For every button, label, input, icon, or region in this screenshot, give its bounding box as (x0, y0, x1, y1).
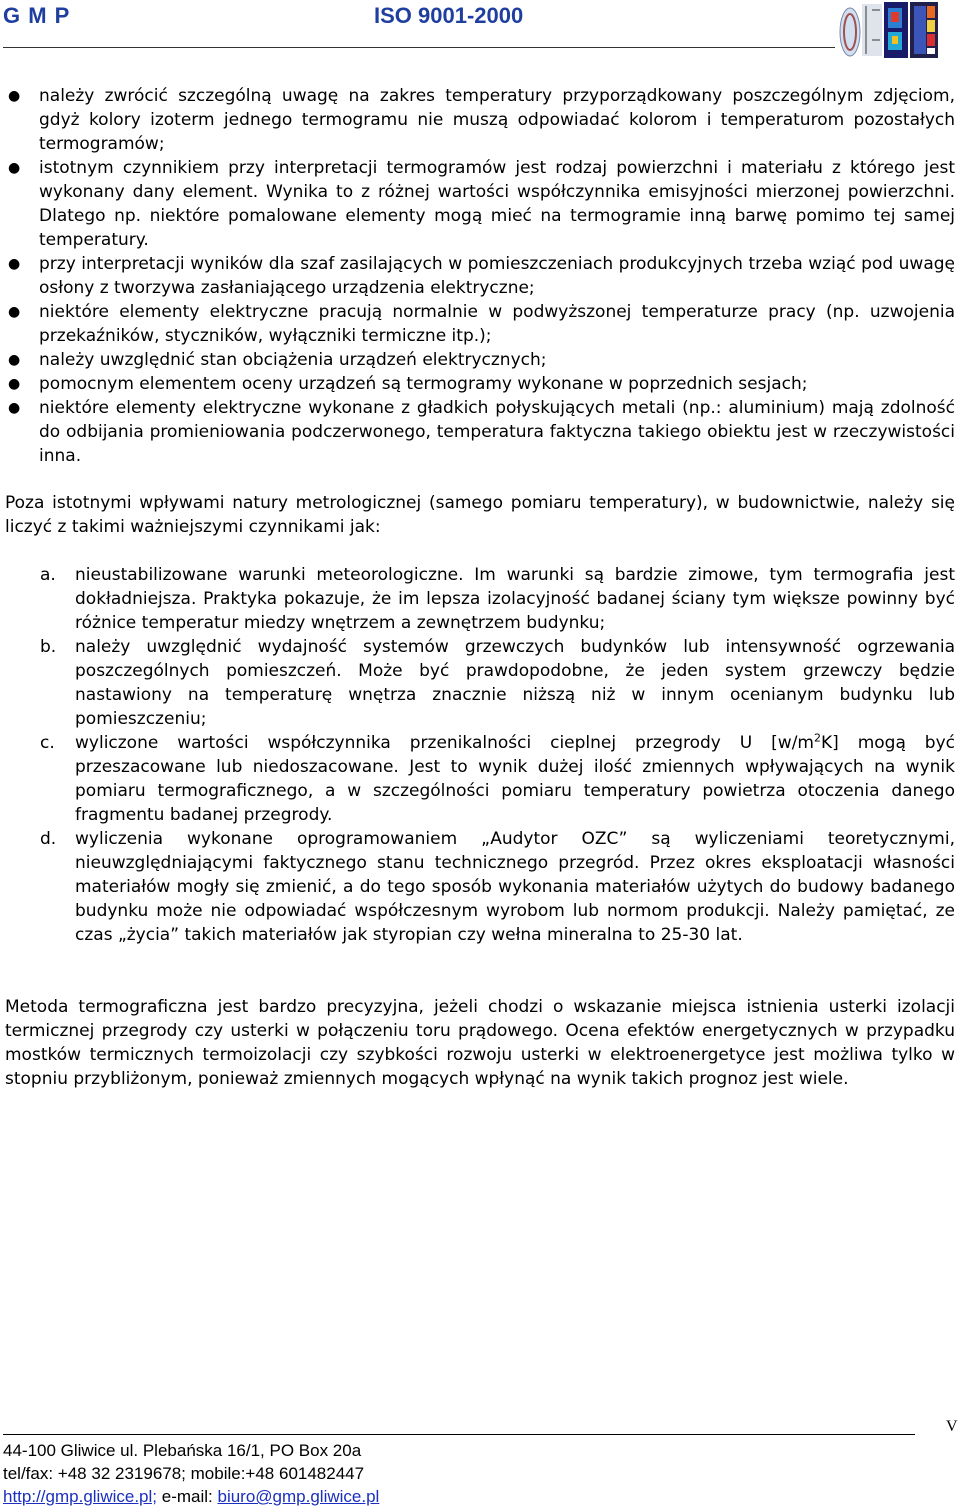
list-item-text: przy interpretacji wyników dla szaf zasilających w pomieszczeniach produkcyjnych trzeba wziąć pod uwagę osłony z tworzywa zasłaniającego urządzenia elektryczne; (39, 254, 955, 298)
page-content (0, 84, 960, 1091)
brand-name: G M P (3, 3, 71, 28)
item-letter: c. (40, 733, 55, 753)
thermogram-logo-icon (836, 0, 942, 60)
list-item-text: należy zwrócić szczególną uwagę na zakres temperatury przyporządkowany poszczególnym zdjęciom, gdyż kolory izoterm jednego termogramu nie muszą odpowiadać kolorom i temperaturom pozostałych termogramów; (39, 86, 955, 154)
list-item (0, 348, 960, 372)
list-item (0, 372, 960, 396)
lettered-item-text: nieustabilizowane warunki meteorologiczne. Im warunki są bardzie zimowe, tym termografia jest dokładniejsza. Praktyka pokazuje, że im lepsza izolacyjność badanej ściany tym większe powinny być różnice temperatur miedzy wnętrzem a zewnętrzem budynku; (75, 565, 955, 633)
lettered-item-text: wyliczenia wykonane oprogramowaniem „Audytor OZC” są wyliczeniami teoretycznymi, nieuwzględniającymi faktycznego stanu technicznego przegród. Przez okres eksploatacji własności materiałów mogły się zmienić, a do tego sposób wykonania materiałów użytych do budowy badanego budynku może nie odpowiadać współczesnym wyrobom lub normom produkcji. Należy pamiętać, ze czas „życia” takich materiałów jak styropian czy wełna mineralna to 25-30 lat. (75, 829, 955, 945)
lettered-item (0, 563, 960, 635)
footer-contact (3, 1485, 379, 1508)
closing-paragraph: Metoda termograficzna jest bardzo precyzyjna, jeżeli chodzi o wskazanie miejsca istnienia usterki izolacji termicznej przegrody czy usterki w połączeniu toru prądowego. Ocena efektów energetycznych w przypadku mostków termicznych termoizolacji czy szybkości rozwoju usterki w elektroenergetyce jest możliwa tylko w stopniu przybliżonym, ponieważ zmiennych mogących wpłynąć na wynik takich prognoz jest wiele. (5, 997, 955, 1089)
list-item-text: istotnym czynnikiem przy interpretacji termogramów jest rodzaj powierzchni i materiału z którego jest wykonany dany element. Wynika to z różnej wartości współczynnika emisyjności mierzonej powierzchni. Dlatego np. niektóre pomalowane elementy mogą mieć na termogramie inną barwę pomimo tej samej temperatury. (39, 158, 955, 250)
list-item-text: niektóre elementy elektryczne wykonane z gładkich połyskujących metali (np.: aluminium) mają zdolność do odbijania promieniowania podczerwonego, temperatura faktyczna takiego obiektu jest w rzeczywistości inna. (39, 398, 955, 466)
list-item-text: pomocnym elementem oceny urządzeń są termogramy wykonane w poprzednich sesjach; (39, 374, 808, 394)
item-letter: b. (40, 637, 57, 657)
intro-paragraph: Poza istotnymi wpływami natury metrologicznej (samego pomiaru temperatury), w budownictwie, należy się liczyć z takimi ważniejszymi czynnikami jak: (5, 493, 955, 537)
bullet-icon: ● (8, 256, 21, 272)
list-item (0, 252, 960, 300)
lettered-item-text: wyliczone wartości współczynnika przenikalności cieplnej przegrody U [w/m (75, 733, 814, 753)
lettered-item (0, 635, 960, 731)
bullet-list (0, 84, 960, 468)
footer-divider (3, 1434, 915, 1435)
list-item (0, 396, 960, 468)
email-link[interactable]: biuro@gmp.gliwice.pl (217, 1487, 380, 1506)
list-item (0, 156, 960, 252)
item-letter: a. (40, 565, 56, 585)
lettered-item-text: należy uwzględnić wydajność systemów grzewczych budynków lub intensywność ogrzewania poszczególnych pomieszczeń. Może być prawdopodobne, że jeden system grzewczy będzie nastawiony na temperaturę wnętrza znacznie niższą niż w innym ocenianym budynku lub pomieszczeniu; (75, 637, 955, 729)
lettered-item (0, 827, 960, 947)
footer-phone: tel/fax: +48 32 2319678; mobile:+48 601482447 (3, 1464, 365, 1483)
iso-certification: ISO 9001-2000 (374, 3, 524, 28)
page-number: V (946, 1418, 958, 1435)
page-header (0, 0, 960, 62)
bullet-icon: ● (8, 160, 21, 176)
website-link[interactable]: http://gmp.gliwice.pl; (3, 1487, 158, 1506)
list-item-text: niektóre elementy elektryczne pracują normalnie w podwyższonej temperaturze pracy (np. uzwojenia przekaźników, styczników, wyłączniki termiczne itp.); (39, 302, 955, 346)
lettered-item (0, 731, 960, 827)
email-label: e-mail: (157, 1487, 218, 1506)
superscript: 2 (813, 731, 821, 745)
bullet-icon: ● (8, 88, 21, 104)
bullet-icon: ● (8, 352, 21, 368)
page-footer (3, 1439, 379, 1508)
list-item-text: należy uwzględnić stan obciążenia urządzeń elektrycznych; (39, 350, 547, 370)
lettered-item-text-continued: K] mogą być przeszacowane lub niedoszacowane. Jest to wynik dużej ilość zmiennych wpływających na wynik pomiaru termograficznego, a w szczególności pomiaru temperatury powietrza otoczenia danego fragmentu badanej przegrody. (75, 733, 955, 825)
header-divider (3, 47, 835, 48)
lettered-list (0, 563, 960, 947)
footer-address: 44-100 Gliwice ul. Plebańska 16/1, PO Box 20a (3, 1441, 362, 1460)
list-item (0, 84, 960, 156)
item-letter: d. (40, 829, 57, 849)
bullet-icon: ● (8, 400, 21, 416)
bullet-icon: ● (8, 376, 21, 392)
bullet-icon: ● (8, 304, 21, 320)
list-item (0, 300, 960, 348)
